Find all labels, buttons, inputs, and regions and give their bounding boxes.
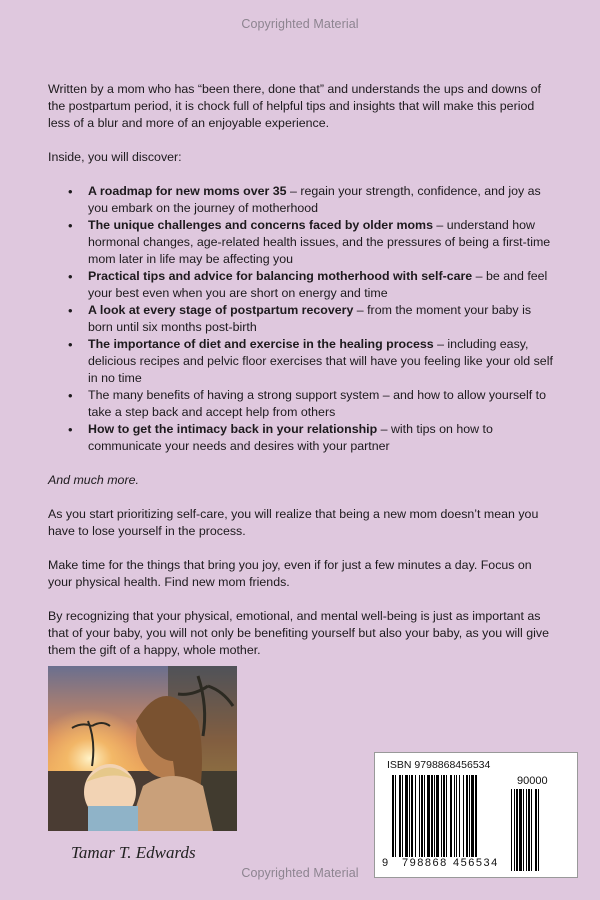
barcode-bar xyxy=(443,775,445,857)
barcode-bar xyxy=(463,775,464,857)
barcode-bar xyxy=(402,775,403,857)
list-item xyxy=(88,336,558,387)
barcode-addon-bar xyxy=(511,789,512,871)
barcode-bar xyxy=(475,775,477,857)
inside-heading: Inside, you will discover: xyxy=(48,150,182,164)
paragraph-self-care: As you start prioritizing self-care, you will realize that being a new mom doesn’t mean you have to lose yourself in the process. xyxy=(48,507,539,538)
isbn-digits-left: 798868 xyxy=(402,857,448,869)
isbn-label: ISBN 9798868456534 xyxy=(387,759,491,771)
list-item-bold: A look at every stage of postpartum recovery xyxy=(88,303,354,317)
barcode-bar xyxy=(419,775,420,857)
list-item xyxy=(88,217,558,268)
feature-list xyxy=(48,183,558,455)
list-item-bold: Practical tips and advice for balancing motherhood with self-care xyxy=(88,269,473,283)
barcode-addon-bar xyxy=(519,789,522,871)
barcode-bar xyxy=(392,775,394,857)
barcode-addon-bar xyxy=(528,789,530,871)
barcode-bar xyxy=(454,775,455,857)
barcode-addon-bar xyxy=(514,789,515,871)
barcode-bar xyxy=(446,775,447,857)
list-item-text: – with tips on how to communicate your needs and desires with your partner xyxy=(88,422,493,453)
isbn-first-digit: 9 xyxy=(382,857,389,869)
barcode-bar xyxy=(471,775,474,857)
watermark-top: Copyrighted Material xyxy=(241,17,359,31)
list-item xyxy=(88,268,558,302)
watermark-bottom: Copyrighted Material xyxy=(241,866,359,880)
isbn-barcode xyxy=(374,752,578,878)
barcode-bar xyxy=(399,775,401,857)
author-photo xyxy=(48,666,237,831)
list-item xyxy=(88,421,558,455)
barcode-addon-bar xyxy=(538,789,539,871)
barcode-bar xyxy=(441,775,442,857)
barcode-bar xyxy=(421,775,423,857)
list-item xyxy=(88,387,558,421)
paragraph-make-time: Make time for the things that bring you joy, even if for just a few minutes a day. Focus on your physical health. Find new mom friends. xyxy=(48,558,532,589)
list-item-text: – be and feel your best even when you are short on energy and time xyxy=(88,269,548,300)
list-item-bold: How to get the intimacy back in your relationship xyxy=(88,422,378,436)
list-item-text: The many benefits of having a strong support system – and how to allow yourself to take a step back and accept help from others xyxy=(88,388,547,419)
list-item-text: – from the moment your baby is born until six months post-birth xyxy=(88,303,532,334)
barcode-bar xyxy=(456,775,457,857)
paragraph-well-being: By recognizing that your physical, emotional, and mental well-being is just as important as that of your baby, you will not only be benefiting yourself but also your baby, as you will give them the gift of a happy, whole mother. xyxy=(48,609,549,657)
list-item-bold: A roadmap for new moms over 35 xyxy=(88,184,287,198)
barcode-bar xyxy=(409,775,410,857)
barcode-bar xyxy=(424,775,425,857)
list-item-bold: The unique challenges and concerns faced by older moms xyxy=(88,218,433,232)
price-code: 90000 xyxy=(517,775,548,787)
back-cover-text xyxy=(48,81,558,659)
barcode-bar xyxy=(459,775,460,857)
barcode-bar xyxy=(434,775,435,857)
list-item-text: – including easy, delicious recipes and pelvic floor exercises that will have you feeling like your old self in no time xyxy=(88,337,553,385)
barcode-bar xyxy=(427,775,430,857)
intro-paragraph: Written by a mom who has “been there, done that” and understands the ups and downs of the postpartum period, it is chock full of helpful tips and insights that will make this period less of a blur and more of an enjoyable experience. xyxy=(48,82,541,130)
barcode-addon-bar xyxy=(531,789,532,871)
barcode-bar xyxy=(405,775,408,857)
barcode-addon-bar xyxy=(516,789,518,871)
barcode-bar xyxy=(415,775,416,857)
list-item-text: – understand how hormonal changes, age-related health issues, and the pressures of being a first-time mom later in life may be affecting you xyxy=(88,218,551,266)
list-item-text: – regain your strength, confidence, and joy as you embark on the journey of motherhood xyxy=(88,184,541,215)
barcode-addon-bar xyxy=(523,789,524,871)
barcode-bar xyxy=(469,775,470,857)
isbn-digits-right: 456534 xyxy=(453,857,499,869)
list-item-bold: The importance of diet and exercise in the healing process xyxy=(88,337,434,351)
barcode-addon-bar xyxy=(535,789,537,871)
and-much-more: And much more. xyxy=(48,473,139,487)
barcode-addon-bar xyxy=(526,789,527,871)
author-name: Tamar T. Edwards xyxy=(71,843,196,862)
list-item xyxy=(88,183,558,217)
barcode-bar xyxy=(450,775,452,857)
barcode-bar xyxy=(395,775,396,857)
list-item xyxy=(88,302,558,336)
barcode-bar xyxy=(436,775,439,857)
barcode-bar xyxy=(411,775,413,857)
barcode-bar xyxy=(466,775,468,857)
barcode-bar xyxy=(431,775,433,857)
